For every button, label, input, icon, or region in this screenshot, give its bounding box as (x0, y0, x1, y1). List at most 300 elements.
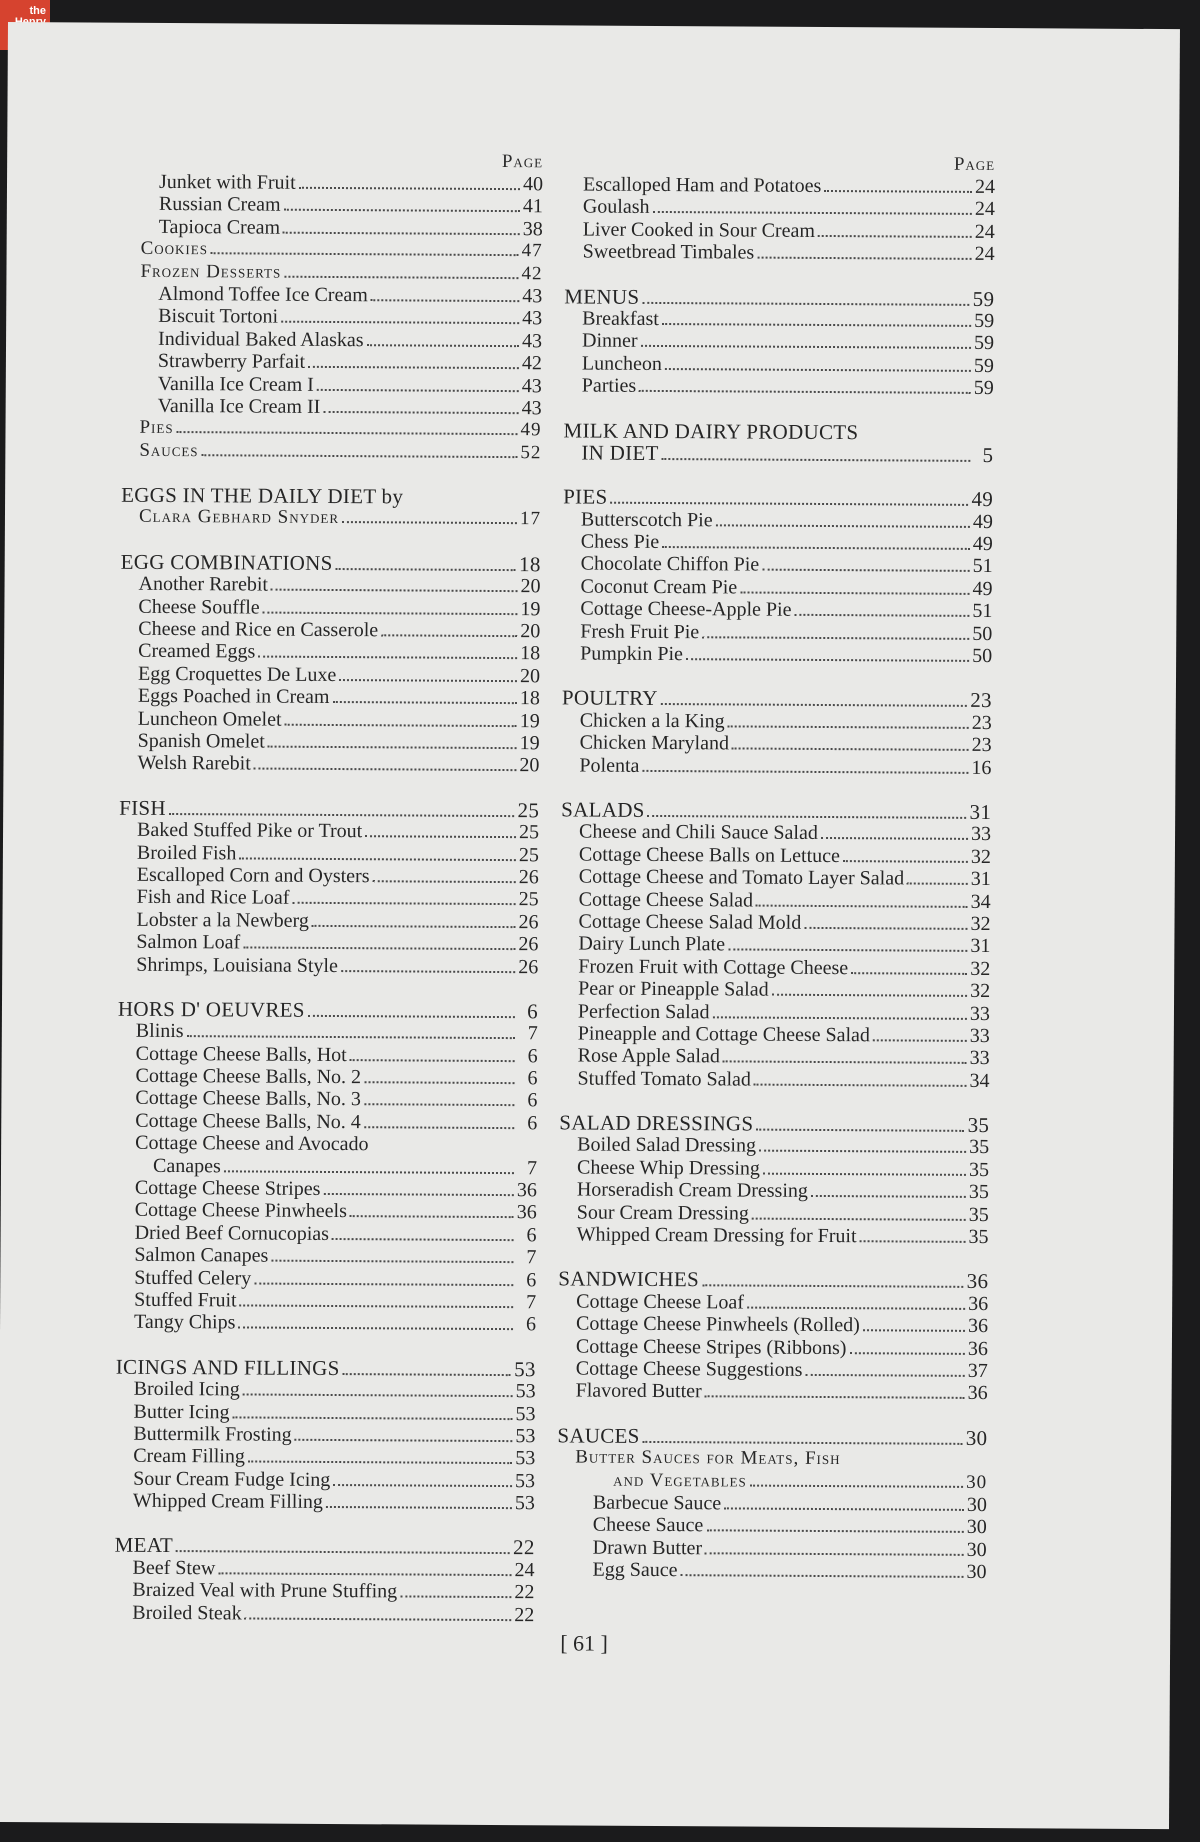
dot-leader (285, 723, 517, 726)
entry-title: Another Rarebit (138, 573, 269, 596)
entry-title: Individual Baked Alaskas (158, 327, 364, 351)
right-index-column (556, 151, 995, 1583)
page-column-header: Page (953, 153, 996, 176)
dot-leader (723, 1061, 967, 1064)
entry-title: ICINGS AND FILLINGS (115, 1354, 340, 1380)
dot-leader (240, 1304, 514, 1308)
entry-title: Cottage Cheese Salad (578, 888, 754, 912)
dot-leader (728, 949, 967, 952)
dot-leader (661, 703, 968, 707)
entry-title: MEAT (114, 1533, 174, 1558)
dot-leader (333, 1484, 512, 1487)
index-entry (116, 1244, 536, 1269)
entry-title: Horseradish Cream Dressing (576, 1178, 809, 1203)
entry-title: Chicken a la King (579, 709, 725, 733)
index-entry (561, 888, 991, 913)
dot-leader (281, 321, 519, 324)
entry-title: Broiled Icing (133, 1377, 240, 1401)
dot-leader (406, 504, 518, 505)
entry-page-number: 32 (970, 912, 991, 935)
index-entry (564, 375, 994, 400)
entry-title: Egg Croquettes De Luxe (137, 662, 337, 686)
dot-leader (750, 1484, 963, 1487)
index-entry (116, 1378, 536, 1403)
entry-title: IN DIET (581, 440, 659, 465)
entry-page-number: 25 (518, 821, 540, 844)
dot-leader (740, 591, 969, 594)
dot-leader (705, 1396, 965, 1400)
entry-title: Pineapple and Cottage Cheese Salad (577, 1022, 871, 1047)
index-section-heading (119, 796, 539, 821)
index-entry (118, 1042, 538, 1067)
entry-page-number: 59 (974, 309, 995, 332)
entry-page-number: 42 (521, 352, 542, 375)
entry-page-number: 30 (966, 1493, 988, 1516)
dot-leader (350, 1216, 514, 1219)
index-entry (123, 171, 543, 196)
entry-title: Cottage Cheese Balls, No. 4 (135, 1109, 361, 1134)
entry-page-number: 26 (518, 910, 539, 933)
entry-page-number: 30 (966, 1538, 987, 1561)
entry-page-number: 37 (967, 1359, 988, 1382)
dot-leader (706, 1530, 963, 1534)
dot-leader (312, 925, 516, 928)
dot-leader (756, 1129, 964, 1132)
index-entry (117, 1087, 537, 1112)
entry-page-number: 6 (525, 1313, 537, 1336)
index-entry (123, 238, 543, 263)
entry-title: Butter Sauces for Meats, Fish (575, 1446, 841, 1470)
dot-leader (308, 366, 519, 369)
entry-page-number: 59 (973, 377, 994, 400)
entry-title: SANDWICHES (558, 1266, 700, 1292)
entry-title: Goulash (582, 195, 650, 219)
dot-leader (610, 502, 968, 506)
dot-leader (818, 235, 972, 238)
dot-leader (336, 568, 517, 571)
index-entry (120, 730, 540, 755)
entry-page-number: 35 (967, 1112, 990, 1138)
dot-leader (224, 1170, 514, 1174)
dot-leader (323, 1193, 513, 1196)
entry-title: Chocolate Chiffon Pie (580, 552, 760, 577)
entry-page-number: 7 (526, 1291, 537, 1314)
entry-title: Cottage Cheese and Tomato Layer Salad (578, 865, 905, 890)
entry-title: Boiled Salad Dressing (577, 1133, 757, 1158)
dot-leader (365, 835, 516, 838)
index-entry (120, 595, 540, 620)
entry-title: Luncheon (581, 352, 662, 375)
dot-leader (245, 1617, 512, 1621)
entry-title: Braized Veal with Prune Stuffing (132, 1579, 398, 1603)
index-entry (123, 193, 543, 218)
entry-title: Sweetbread Timbales (582, 240, 755, 264)
dot-leader (821, 837, 968, 840)
entry-title: Chess Pie (580, 530, 660, 554)
dot-leader (332, 701, 516, 704)
index-entry (115, 1400, 535, 1425)
entry-page-number: 41 (522, 195, 543, 218)
dot-leader (728, 725, 969, 728)
dot-leader (372, 880, 515, 883)
entry-title: Canapes (152, 1154, 221, 1177)
right-index-list (556, 173, 995, 1583)
entry-title: Drawn Butter (592, 1536, 703, 1559)
dot-leader (849, 1352, 964, 1355)
entry-page-number: 19 (519, 709, 540, 732)
entry-title: Cottage Cheese Stripes (134, 1176, 321, 1200)
entry-page-number: 20 (520, 575, 541, 598)
entry-page-number: 59 (973, 332, 995, 355)
index-entry (560, 933, 990, 958)
entry-title: Parties (581, 374, 637, 397)
index-entry (120, 618, 540, 643)
entry-page-number: 33 (970, 823, 992, 846)
dot-leader (772, 994, 968, 997)
entry-page-number: 33 (969, 1047, 990, 1070)
entry-title: Cheese and Chili Sauce Salad (578, 820, 818, 845)
entry-page-number: 23 (971, 711, 992, 734)
index-entry (561, 866, 991, 891)
dot-leader (824, 190, 972, 193)
entry-title: Salmon Canapes (134, 1243, 269, 1267)
index-entry (558, 1335, 988, 1360)
dot-leader (732, 748, 969, 751)
index-section-heading (563, 486, 993, 511)
entry-title: Strawberry Parfait (157, 350, 306, 373)
index-section-heading (118, 998, 538, 1023)
entry-title: Frozen Fruit with Cottage Cheese (578, 955, 849, 979)
entry-title: MILK AND DAIRY PRODUCTS (563, 417, 859, 444)
index-entry (563, 530, 993, 555)
index-section-heading (559, 1111, 989, 1136)
entry-title: Frozen Desserts (140, 260, 282, 283)
dot-leader (233, 1416, 513, 1420)
index-entry (558, 1313, 988, 1338)
entry-page-number: 51 (972, 555, 993, 578)
entry-title: Rose Apple Salad (577, 1044, 720, 1068)
entry-title: Salmon Loaf (136, 930, 241, 954)
index-entry (122, 395, 542, 420)
index-entry (117, 1132, 537, 1157)
dot-leader (218, 1572, 511, 1576)
left-index-list (114, 171, 543, 1627)
entry-title: POULTRY (561, 685, 658, 711)
entry-title: EGG COMBINATIONS (120, 549, 333, 575)
dot-leader (299, 187, 520, 190)
entry-title: Broiled Fish (136, 841, 237, 864)
index-entry (115, 1445, 535, 1470)
dot-leader (873, 1039, 967, 1042)
dot-leader (381, 634, 517, 637)
entry-title: Tangy Chips (133, 1311, 236, 1334)
dot-leader (238, 1327, 513, 1331)
entry-page-number: 59 (972, 286, 995, 311)
dot-leader (284, 209, 520, 212)
entry-title: Stuffed Celery (134, 1266, 252, 1290)
entry-page-number: 35 (968, 1158, 990, 1181)
entry-title: Clara Gebhard Snyder (138, 506, 340, 529)
entry-page-number: 35 (969, 1136, 990, 1159)
dot-leader (271, 589, 518, 593)
entry-title: Cottage Cheese-Apple Pie (580, 597, 792, 622)
index-section-heading (116, 1355, 536, 1380)
entry-title: Dinner (581, 329, 638, 353)
dot-leader (705, 1552, 964, 1556)
entry-page-number: 30 (965, 1425, 988, 1450)
entry-title: Cottage Cheese Pinwheels (134, 1199, 347, 1223)
entry-page-number: 17 (519, 508, 542, 530)
entry-title: Vanilla Ice Cream I (157, 372, 314, 396)
entry-title: Cream Filling (133, 1445, 245, 1468)
index-entry (564, 330, 994, 355)
entry-title: Cottage Cheese Pinwheels (Rolled) (575, 1312, 860, 1337)
index-entry (119, 819, 539, 844)
entry-page-number: 47 (521, 240, 543, 262)
index-entry (119, 752, 539, 777)
entry-page-number: 49 (972, 532, 993, 556)
entry-page-number: 53 (515, 1380, 536, 1403)
index-entry (557, 1514, 987, 1539)
entry-title: Almond Toffee Ice Cream (158, 282, 368, 307)
index-entry (558, 1290, 988, 1315)
entry-page-number: 24 (974, 220, 995, 243)
entry-page-number: 19 (520, 597, 541, 620)
dot-leader (863, 1329, 965, 1332)
index-section-heading (121, 484, 541, 509)
dot-leader (295, 1439, 513, 1442)
entry-page-number: 35 (968, 1181, 989, 1204)
entry-title: Lobster a la Newberg (136, 908, 309, 932)
entry-title: SALADS (561, 797, 645, 822)
index-entry (562, 620, 992, 645)
index-entry (122, 350, 542, 375)
dot-leader (686, 658, 969, 662)
index-section-heading (562, 687, 992, 712)
dot-leader (662, 546, 970, 550)
entry-title: Butter Icing (133, 1400, 230, 1423)
dot-leader (653, 211, 972, 215)
index-entry (119, 864, 539, 889)
dot-leader (177, 431, 518, 435)
index-entry (563, 508, 993, 533)
index-entry (559, 1067, 989, 1092)
entry-page-number: 43 (522, 307, 543, 330)
dot-leader (762, 569, 970, 572)
entry-page-number: 36 (966, 1269, 989, 1294)
index-entry (560, 1022, 990, 1047)
index-entry (565, 241, 995, 266)
entry-page-number: 49 (972, 577, 993, 600)
index-entry (559, 1134, 989, 1159)
entry-page-number: 6 (527, 1067, 538, 1090)
entry-page-number: 24 (514, 1558, 535, 1582)
entry-page-number: 36 (967, 1315, 989, 1338)
entry-page-number: 32 (970, 980, 991, 1003)
entry-page-number: 50 (972, 644, 993, 668)
entry-title: Spanish Omelet (137, 729, 265, 753)
entry-title: Dairy Lunch Plate (578, 932, 726, 956)
entry-page-number: 32 (970, 845, 991, 868)
index-entry (565, 196, 995, 221)
index-entry (557, 1469, 987, 1494)
index-entry (114, 1579, 534, 1604)
dot-leader (665, 368, 971, 372)
index-entry (560, 910, 990, 935)
entry-page-number: 31 (970, 935, 991, 958)
entry-page-number: 31 (970, 868, 991, 891)
index-section-heading (557, 1424, 987, 1449)
index-entry (121, 417, 541, 442)
entry-title: Escalloped Ham and Potatoes (582, 173, 822, 197)
entry-title: Cheese Souffle (138, 595, 260, 619)
entry-page-number: 36 (968, 1292, 989, 1315)
index-entry (560, 1045, 990, 1070)
entry-page-number: 33 (969, 1002, 991, 1025)
entry-title: Cottage Cheese Balls, No. 3 (135, 1087, 362, 1111)
index-entry (120, 685, 540, 710)
entry-page-number: 20 (520, 620, 541, 643)
entry-title: Pear or Pineapple Salad (578, 977, 769, 1001)
entry-title: Chicken Maryland (579, 731, 730, 755)
index-entry (120, 663, 540, 688)
entry-page-number: 43 (521, 397, 542, 420)
entry-page-number: 34 (969, 1069, 990, 1092)
index-entry (117, 1221, 537, 1246)
entry-page-number: 43 (521, 374, 542, 397)
entry-title: Broiled Steak (132, 1601, 242, 1625)
entry-title: Whipped Cream Dressing for Fruit (576, 1223, 857, 1248)
section-spacer (119, 774, 539, 799)
dot-leader (747, 1306, 965, 1309)
entry-page-number: 51 (972, 600, 993, 623)
index-entry (558, 1380, 988, 1405)
dot-leader (843, 1464, 964, 1465)
dot-leader (258, 656, 517, 660)
dot-leader (367, 344, 519, 347)
dot-leader (702, 636, 969, 640)
dot-leader (243, 947, 515, 951)
entry-page-number: 36 (516, 1179, 537, 1202)
entry-page-number: 23 (970, 688, 992, 713)
entry-title: Shrimps, Louisiana Style (136, 953, 338, 977)
entry-page-number: 5 (982, 442, 994, 467)
entry-title: Breakfast (582, 307, 659, 330)
entry-title: Polenta (579, 754, 640, 777)
entry-page-number: 25 (517, 797, 540, 823)
dot-leader (343, 1373, 512, 1376)
section-spacer (563, 464, 993, 489)
entry-title: SALAD DRESSINGS (559, 1110, 754, 1136)
entry-page-number: 6 (527, 999, 539, 1024)
entry-title: Cheese and Rice en Casserole (138, 617, 379, 642)
entry-title: Cottage Cheese Balls on Lettuce (578, 843, 841, 867)
section-spacer (115, 1512, 535, 1537)
index-entry (114, 1601, 534, 1626)
index-entry (119, 841, 539, 866)
dot-leader (248, 1461, 512, 1465)
entry-title: EGGS IN THE DAILY DIET by (121, 482, 404, 509)
index-entry (560, 955, 990, 980)
index-entry (117, 1199, 537, 1224)
dot-leader (254, 768, 517, 772)
entry-title: Cottage Cheese and Avocado (135, 1132, 369, 1156)
dot-leader (681, 1574, 964, 1578)
dot-leader (350, 1059, 515, 1062)
dot-leader (239, 857, 516, 861)
index-entry (564, 352, 994, 377)
entry-title: Cottage Cheese Salad Mold (578, 910, 802, 934)
entry-title: Coconut Cream Pie (580, 575, 738, 599)
index-entry (115, 1467, 535, 1492)
entry-title: Tapioca Cream (158, 215, 281, 239)
entry-title: Barbecue Sauce (592, 1491, 722, 1515)
entry-page-number: 22 (513, 1535, 535, 1560)
entry-page-number: 53 (514, 1356, 536, 1381)
entry-title: Dried Beef Cornucopias (134, 1221, 330, 1245)
entry-page-number: 22 (514, 1603, 535, 1626)
index-entry (118, 1020, 538, 1045)
dot-leader (211, 252, 519, 256)
dot-leader (400, 1596, 511, 1599)
entry-title: Buttermilk Frosting (133, 1422, 292, 1446)
entry-page-number: 20 (519, 664, 541, 688)
index-entry (116, 1289, 536, 1314)
index-section-heading (561, 798, 991, 823)
entry-page-number: 6 (527, 1089, 538, 1112)
entry-title: Stuffed Fruit (134, 1288, 237, 1312)
entry-page-number: 26 (518, 866, 539, 889)
dot-leader (243, 1394, 513, 1398)
dot-leader (283, 231, 520, 234)
dot-leader (284, 275, 518, 278)
index-entry (562, 732, 992, 757)
entry-title: Stuffed Tomato Salad (577, 1067, 752, 1091)
dot-leader (642, 301, 969, 305)
dot-leader (263, 611, 518, 615)
dot-leader (341, 970, 515, 973)
index-entry (123, 215, 543, 240)
entry-page-number: 53 (515, 1469, 536, 1492)
dot-leader (292, 902, 515, 905)
entry-title: PIES (563, 484, 608, 509)
entry-page-number: 25 (518, 888, 539, 911)
entry-page-number: 19 (519, 732, 540, 755)
dot-leader (907, 883, 968, 885)
entry-page-number: 33 (969, 1024, 990, 1047)
entry-page-number: 53 (514, 1492, 536, 1515)
entry-page-number: 6 (527, 1112, 538, 1135)
dot-leader (648, 815, 967, 819)
entry-page-number: 36 (967, 1337, 988, 1360)
dot-leader (371, 299, 520, 302)
dot-leader (323, 411, 518, 414)
entry-page-number: 6 (526, 1268, 537, 1291)
dot-leader (756, 904, 968, 907)
index-entry (562, 642, 992, 667)
entry-page-number: 18 (519, 551, 541, 577)
dot-leader (364, 1104, 514, 1107)
index-entry (561, 754, 991, 779)
dot-leader (662, 458, 971, 462)
page-number: [ 61 ] (560, 1630, 609, 1656)
entry-page-number: 38 (522, 217, 543, 241)
entry-title: Blinis (135, 1020, 184, 1043)
entry-title: Cottage Cheese Balls, No. 2 (135, 1064, 362, 1089)
entry-title: Sauces (139, 439, 199, 461)
entry-title: Cottage Cheese Loaf (576, 1290, 744, 1314)
entry-page-number: 7 (526, 1156, 538, 1179)
